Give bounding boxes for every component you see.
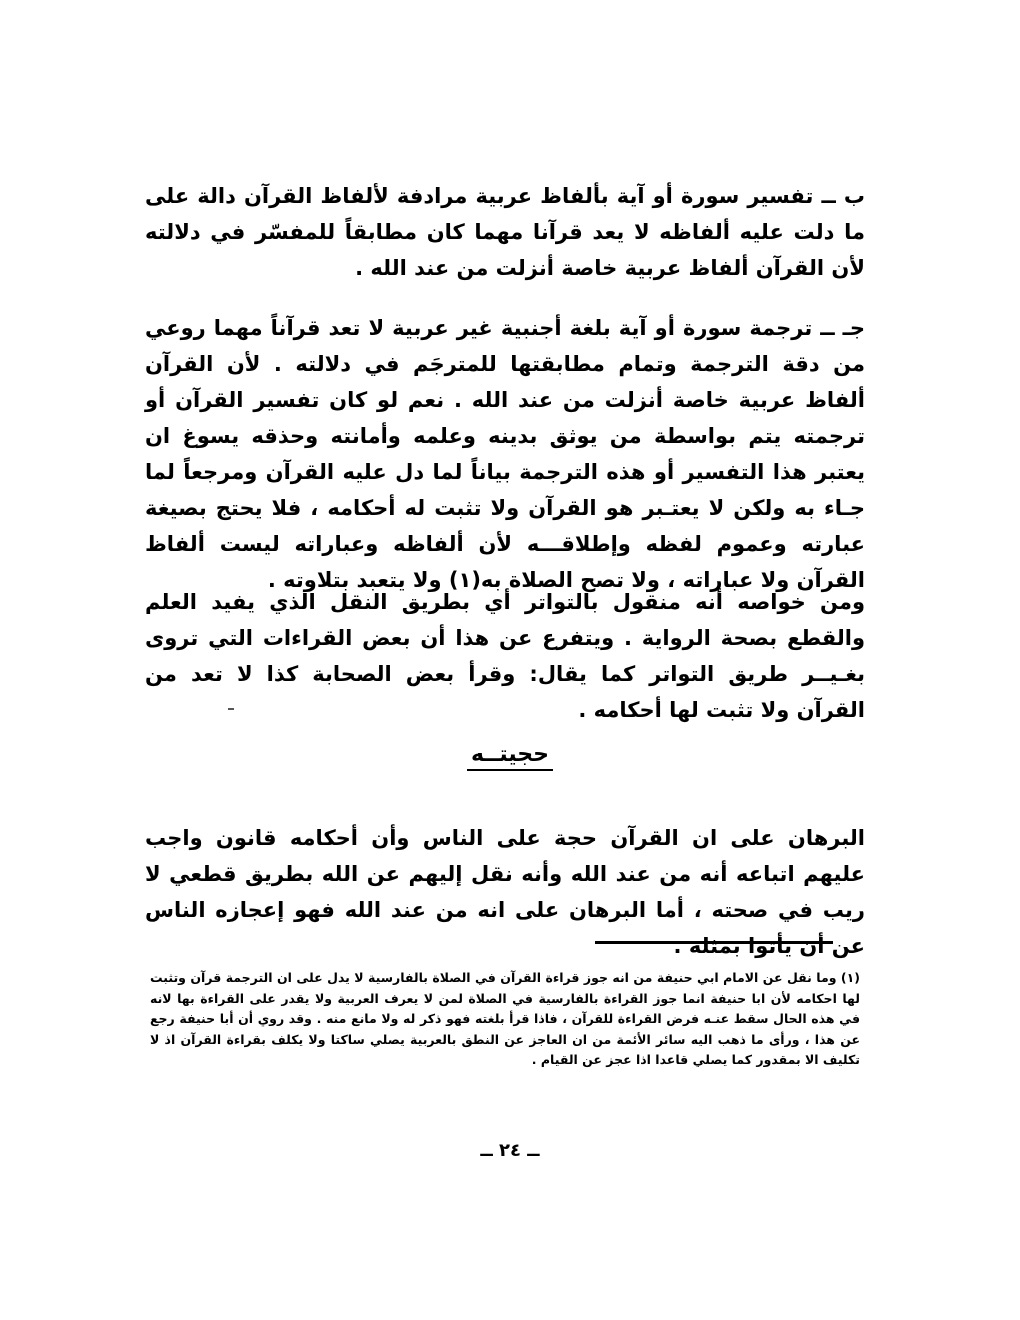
paragraph-burhan: البرهان على ان القرآن حجة على الناس وأن أحكامه قانون واجب عليهم اتباعه أنه من عند الله وأنه نقل إليهم عن الله بطريق قطعي لا ريب في صحته ، أما البرهان على انه من عند الله فهو إعجازه الناس عن أن يأتوا بمثله . (145, 826, 865, 958)
paragraph-jim: جـ ــ ترجمة سورة أو آية بلغة أجنبية غير عربية لا تعد قرآناً مهما روعي من دقة الترجمة وتمام مطابقتها للمترجَم في دلالته . لأن القرآن ألفاظ عربية خاصة أنزلت من عند الله . نعم لو كان تفسير القرآن أو ترجمته يتم بواسطة من يوثق بدينه وعلمه وأمانته وحذقه يسوغ ان يعتبر هذا التفسير أو هذه الترجمة بياناً لما دل عليه القرآن ومرجعاً لما جـاء به ولكن لا يعتـبر هو القرآن ولا تثبت له أحكامه ، فلا يحتج بصيغة عبارته وعموم لفظه وإطلاقـــه لأن ألفاظه وعباراته ليست ألفاظ القرآن ولا عباراته ، ولا تصح الصلاة به(١) ولا يتعبد بتلاوته . (145, 316, 865, 592)
section-heading-text: حجيتــه (467, 742, 553, 771)
paragraph-mutawatir: ومن خواصه أنه منقول بالتواتر أي بطريق النقل الذي يفيد العلم والقطع بصحة الرواية . ويتفرع عن هذا أن بعض القراءات التي تروى بغـيــر طريق التواتر كما يقال: وقرأ بعض الصحابة كذا لا تعد من القرآن ولا تثبت لها أحكامه . (145, 590, 865, 722)
scan-speck (228, 708, 234, 710)
section-heading (0, 742, 1020, 767)
paragraph-b: ب ــ تفسير سورة أو آية بألفاظ عربية مرادفة لألفاظ القرآن دالة على ما دلت عليه ألفاظه لا يعد قرآنا مهما كان مطابقاً للمفسّر في دلالته لأن القرآن ألفاظ عربية خاصة أنزلت من عند الله . (145, 184, 865, 280)
footnote-divider (595, 941, 833, 944)
footnote: (١) وما نقل عن الامام ابي حنيفة من انه جوز قراءة القرآن في الصلاة بالفارسية لا يدل على ان الترجمة قرآن وتثبت لها احكامه لأن ابا حنيفة انما جوز القراءة بالفارسية في الصلاة لمن لا يعرف العربية ولا يقدر على القراءة بها لانه في هذه الحال سقط عنـه فرض القراءة للقرآن ، فاذا قرأ بلغته فهو ذكر له ولا مانع منه . وقد روي أن أبا حنيفة رجع عن هذا ، ورأى ما ذهب اليه سائر الأئمة من ان العاجز عن النطق بالعربية يصلي ساكتا ولا يكلف بقراءة القرآن اذ لا تكليف الا بمقدور كما يصلي قاعدا اذا عجز عن القيام . (150, 970, 860, 1067)
page-number: ــ ٢٤ ــ (480, 1140, 540, 1161)
